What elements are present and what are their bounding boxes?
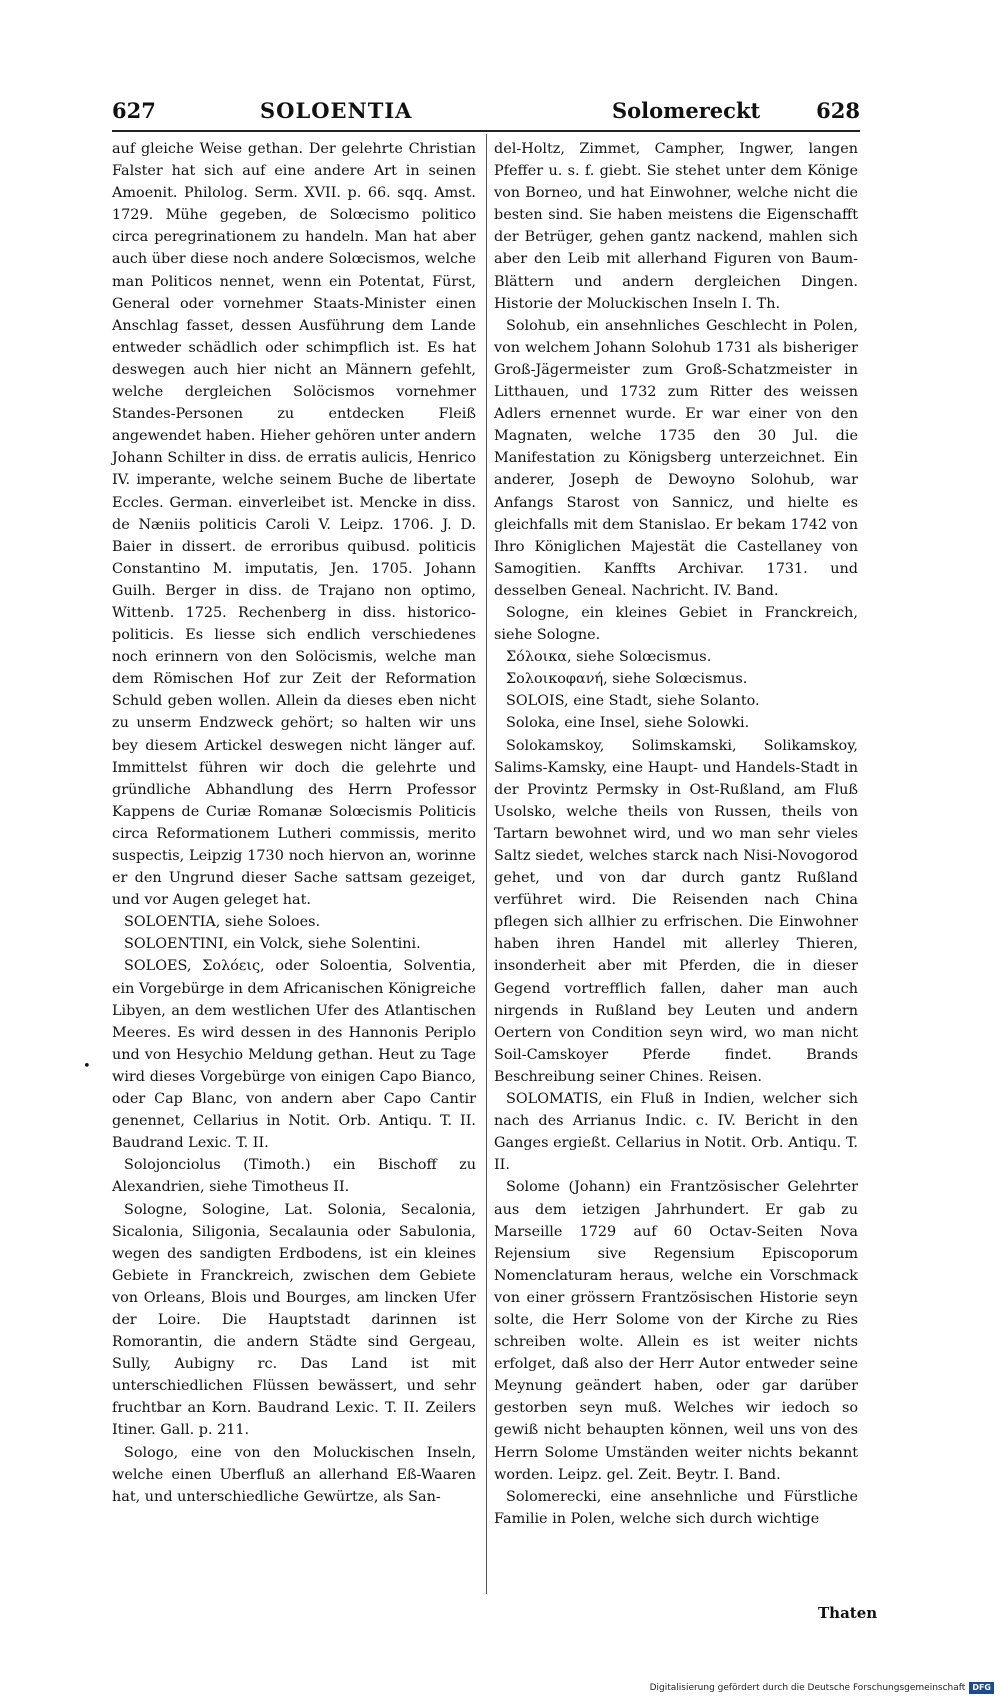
entry-soloentia: SOLOENTIA, siehe Soloes. bbox=[124, 914, 321, 931]
page-header bbox=[112, 98, 860, 134]
entry-solois: SOLOIS, eine Stadt, siehe Solanto. bbox=[506, 693, 760, 710]
dfg-logo: DFG bbox=[969, 1682, 994, 1694]
entry-soloes: SOLOES, Σολόεις, oder Soloentia, Solventia, ein Vorgebürge in dem Africanischen Königreiche Libyen, an dem westlichen Ufer des Atlantischen Meeres. Es wird dessen in des Hannonis Periplo und von Hesychio Meldung gethan. Heut zu Tage wird dieses Vorgebürge von einigen Capo Bianco, oder Cap Blanc, von andern aber Capo Cantir genennet, Cellarius in Notit. Orb. Antiqu. T. II. Baudrand Lexic. T. II. bbox=[112, 958, 476, 1152]
catchword: Thaten bbox=[818, 1604, 878, 1622]
entry-sologne: Sologne, Sologine, Lat. Solonia, Secalonia, Sicalonia, Siligonia, Secalaunia oder Sabulonia, wegen des sandigten Erdbodens, ist ein kleines Gebiete in Franckreich, zwischen dem Gebiete von Orleans, Blois und Bourges, am lincken Ufer der Loire. Die Hauptstadt darinnen ist Romorantin, die andern Städte sind Gergeau, Sully, Aubigny rc. Das Land ist mit unterschiedlichen Flüssen bewässert, und sehr fruchtbar an Korn. Baudrand Lexic. T. II. Zeilers Itiner. Gall. p. 211. bbox=[112, 1201, 476, 1439]
margin-mark-icon: • bbox=[83, 1059, 91, 1074]
entry-soloikophane: Σολοικοφανή, siehe Solœcismus. bbox=[506, 671, 748, 688]
left-column bbox=[112, 138, 476, 1508]
paragraph: auf gleiche Weise gethan. Der gelehrte Christian Falster hat sich auf eine andere Art in seinen Amoenit. Philolog. Serm. XVII. p. 66. sqq. Amst. 1729. Mühe gegeben, de Solœcismo politico circa peregrinationem zu handeln. Man hat aber auch über diese noch andere Solœcismos, welche man Politicos nennet, wenn ein Potentat, Fürst, General oder vornehmer Staats-Minister einen Anschlag fasset, dessen Ausführung dem Lande entweder schädlich oder schimpflich ist. Es hat deswegen auch hier nicht an Männern gefehlt, welche dergleichen Solöcismos vornehmer Standes-Personen zu entdecken Fleiß angewendet haben. Hieher gehören unter andern Johann Schilter in diss. de erratis aulicis, Henrico IV. imperante, welche seinem Buche de libertate Eccles. German. einverleibet ist. Mencke in diss. de Næniis politicis Caroli V. Leipz. 1706. J. D. Baier in dissert. de erroribus quibusd. politicis Constantino M. imputatis, Jen. 1705. Johann Guilh. Berger in diss. de Trajano non optimo, Wittenb. 1725. Rechenberg in diss. historico-politicis. Es liesse sich endlich verschiedenes noch erinnern von den Solöcismis, welche man dem Römischen Hof zur Zeit der Reformation Schuld geben wollen. Allein da dieses eben nicht zu unserm Endzweck gehört; so halten wir uns bey diesem Artickel deswegen nicht länger auf. Immittelst führen wir doch die gelehrte und gründliche Abhandlung des Herrn Professor Kappens de Curiæ Romanæ Solœcismis Politicis circa Reformationem Lutheri commissis, merito suspectis, Leipzig 1730 noch hiervon an, worinne er den Ungrund dieser Sache sattsam gezeiget, und vor Augen geleget hat. bbox=[112, 141, 477, 909]
entry-solomatis: SOLOMATIS, ein Fluß in Indien, welcher sich nach des Arrianus Indic. c. IV. Bericht in den Ganges ergießt. Cellarius in Notit. Orb. Antiqu. T. II. bbox=[494, 1091, 858, 1174]
header-rule bbox=[112, 130, 860, 132]
right-column bbox=[494, 138, 858, 1530]
entry-solomerecki: Solomerecki, eine ansehnliche und Fürstliche Familie in Polen, welche sich durch wichtige bbox=[494, 1488, 858, 1527]
page-number-right: 628 bbox=[816, 98, 860, 123]
digitization-credit: Digitalisierung gefördert durch die Deutsche Forschungsgemeinschaft bbox=[649, 1683, 966, 1693]
entry-soloika: Σόλοικα, siehe Solœcismus. bbox=[506, 649, 712, 666]
running-title-right: Solomereckt bbox=[612, 98, 761, 123]
paragraph: del-Holtz, Zimmet, Campher, Ingwer, langen Pfeffer u. s. f. giebt. Sie stehet unter dem Könige von Borneo, und hat Einwohner, welche nicht die besten sind. Sie haben meistens die Eigenschafft der Betrüger, gehen gantz nackend, mahlen sich aber den Leib mit allerhand Figuren von Baum-Blättern und andern dergleichen Dingen. Historie der Moluckischen Inseln I. Th. bbox=[494, 141, 858, 312]
entry-solojonciolus: Solojonciolus (Timoth.) ein Bischoff zu Alexandrien, siehe Timotheus II. bbox=[112, 1157, 476, 1196]
entry-solokamskoy: Solokamskoy, Solimskamski, Solikamskoy, Salims-Kamsky, eine Haupt- und Handels-Stadt in der Provintz Permsky in Ost-Rußland, am Fluß Usolsko, welche theils von Russen, theils von Tartarn bewohnet wird, und wo man sehr vieles Saltz siedet, welches starck nach Nisi-Novogorod gehet, und von dar durch gantz Rußland verführet wird. Die Reisenden nach China pflegen sich allhier zu erfrischen. Die Einwohner haben ihren Handel mit allerley Thieren, insonderheit aber mit Pferden, die in dieser Gegend vortrefflich fallen, daher man auch nirgends in Rußland bey Leuten und andern Oertern von Condition seyn wird, wo man nicht Soil-Camskoyer Pferde findet. Brands Beschreibung seiner Chines. Reisen. bbox=[494, 737, 858, 1085]
entry-sologne-ref: Sologne, ein kleines Gebiet in Franckreich, siehe Sologne. bbox=[494, 604, 858, 644]
footer bbox=[650, 1682, 994, 1694]
entry-sologo: Sologo, eine von den Moluckischen Inseln, welche einen Uberfluß an allerhand Eß-Waaren hat, und unterschiedliche Gewürtze, als San- bbox=[112, 1444, 476, 1505]
entry-soloka: Soloka, eine Insel, siehe Solowki. bbox=[506, 715, 750, 732]
entry-soloentini: SOLOENTINI, ein Volck, siehe Solentini. bbox=[124, 936, 421, 953]
running-title-left: SOLOENTIA bbox=[260, 98, 413, 123]
entry-solohub: Solohub, ein ansehnliches Geschlecht in Polen, von welchem Johann Solohub 1731 als bisheriger Groß-Jägermeister zum Groß-Schatzmeister in Litthauen, und 1732 zum Ritter des weissen Adlers ernennet wurde. Er war einer von den Magnaten, welche 1735 den 30 Jul. die Manifestation zu Königsberg unterzeichnet. Ein anderer, Joseph de Dewoyno Solohub, war Anfangs Starost von Sannicz, und hielte es gleichfalls mit dem Stanislao. Er bekam 1742 von Ihro Königlichen Majestät die Castellaney von Samogitien. Kanffts Archivar. 1731. und desselben Geneal. Nachricht. IV. Band. bbox=[494, 317, 858, 599]
entry-solome: Solome (Johann) ein Frantzösischer Gelehrter aus dem ietzigen Jahrhundert. Er gab zu Marseille 1729 auf 60 Octav-Seiten Nova Rejensium sive Regensium Episcoporum Nomenclaturam heraus, welche ein Vorschmack von einer grössern Frantzösischen Historie seyn solte, die Herr Solome von der Kirche zu Ries schreiben wolte. Allein es ist weiter nichts erfolget, daß also der Herr Autor entweder seine Meynung geändert haben, oder gar darüber gestorben seyn muß. Welches wir iedoch so gewiß nicht behaupten können, weil uns von des Herrn Solome Umständen weiter nichts bekannt worden. Leipz. gel. Zeit. Beytr. I. Band. bbox=[494, 1179, 858, 1483]
column-divider bbox=[486, 134, 487, 1594]
page-number-left: 627 bbox=[112, 98, 156, 123]
